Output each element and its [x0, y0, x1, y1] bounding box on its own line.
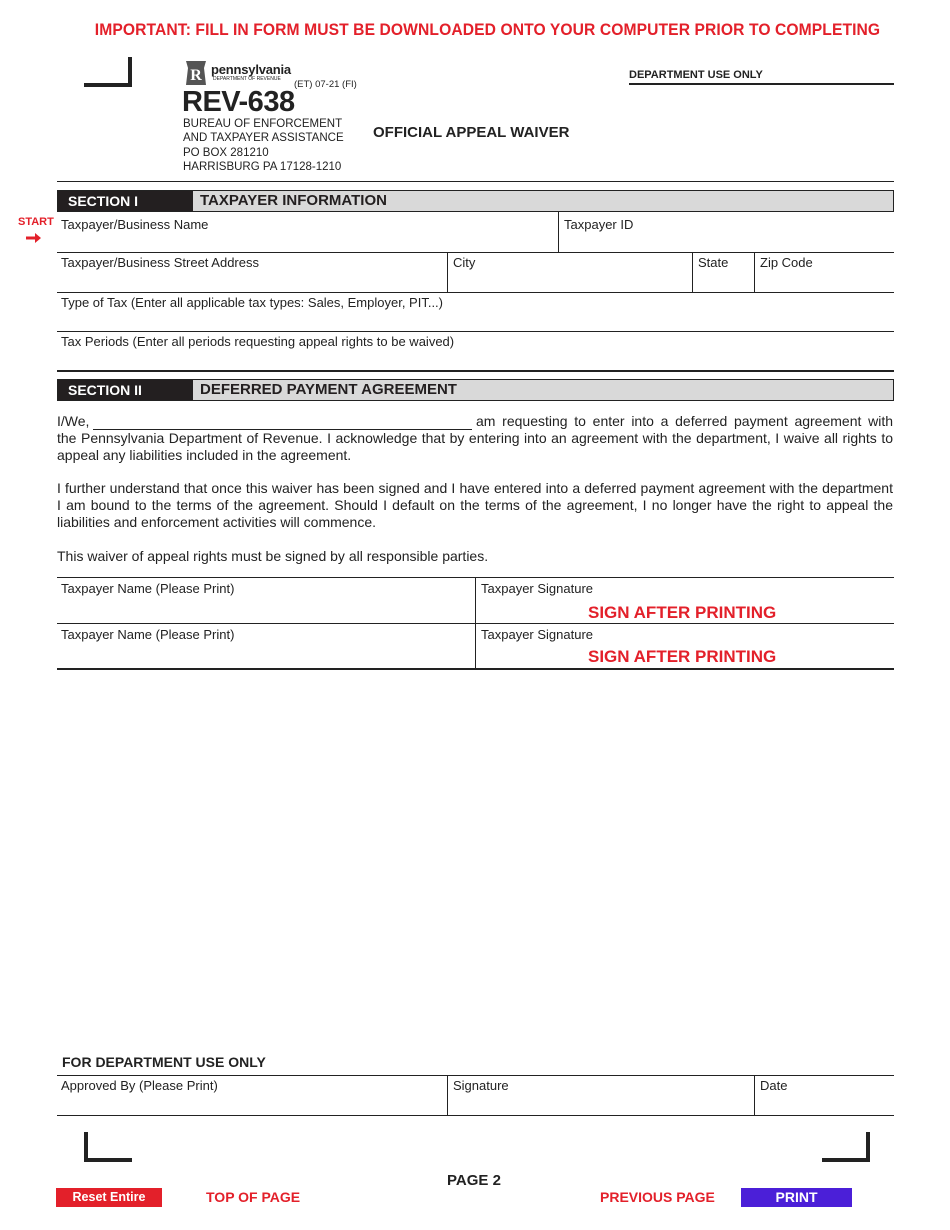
print-button[interactable]: PRINT — [741, 1188, 852, 1207]
paragraph-1-rest: am requesting to enter into a deferred payment agreement with — [476, 413, 893, 429]
street-address-field[interactable]: Taxpayer/Business Street Address — [61, 255, 259, 270]
divider — [57, 252, 894, 253]
taxpayer-names-input[interactable] — [93, 413, 472, 430]
divider — [57, 623, 894, 624]
divider — [754, 252, 755, 292]
crop-mark-bottom-right — [822, 1132, 870, 1162]
divider — [447, 1075, 448, 1115]
department-use-only-label: DEPARTMENT USE ONLY — [629, 69, 763, 81]
top-of-page-button[interactable]: TOP OF PAGE — [206, 1189, 301, 1205]
start-label: START — [18, 216, 54, 228]
approved-by-field[interactable]: Approved By (Please Print) — [61, 1078, 218, 1093]
previous-page-button[interactable]: PREVIOUS PAGE — [600, 1189, 715, 1205]
paragraph-2: I further understand that once this waiver has been signed and I have entered into a deferred payment agreement with the department I am bound to the terms of the agreement. Should I default on the terms of the agreement, I no longer have the right to appeal the liabilities and enforcement activities will commence. — [57, 480, 893, 530]
state-field[interactable]: State — [698, 255, 729, 270]
taxpayer-name-print-field-2[interactable]: Taxpayer Name (Please Print) — [61, 627, 235, 642]
divider — [57, 331, 894, 332]
crop-mark-top-left — [84, 57, 132, 87]
bureau-address: BUREAU OF ENFORCEMENT AND TAXPAYER ASSISTANCE PO BOX 281210 HARRISBURG PA 17128-1210 — [183, 118, 344, 173]
taxpayer-name-print-field-1[interactable]: Taxpayer Name (Please Print) — [61, 581, 235, 596]
signature-table-bottom — [57, 668, 894, 670]
reset-form-button[interactable]: Reset Entire Form — [56, 1188, 162, 1207]
section-1-number: SECTION I — [58, 191, 193, 211]
logo-state: pennsylvania — [211, 62, 291, 77]
section-1-title: TAXPAYER INFORMATION — [200, 192, 387, 209]
form-code: (ET) 07-21 (FI) — [294, 79, 357, 90]
sign-after-printing-note-2: SIGN AFTER PRINTING — [588, 647, 777, 666]
department-use-line — [629, 83, 894, 85]
crop-mark-bottom-left — [84, 1132, 132, 1162]
section-1-header — [57, 190, 894, 212]
taxpayer-id-field[interactable]: Taxpayer ID — [564, 217, 634, 232]
page-number: PAGE 2 — [447, 1172, 501, 1189]
form-number: REV-638 — [182, 86, 295, 118]
section-1-bottom-line — [57, 370, 894, 372]
divider — [57, 1115, 894, 1116]
start-indicator — [18, 216, 54, 228]
divider — [754, 1075, 755, 1115]
section-2-header — [57, 379, 894, 401]
divider — [57, 292, 894, 293]
tax-type-field[interactable]: Type of Tax (Enter all applicable tax types: Sales, Employer, PIT...) — [61, 295, 443, 310]
divider — [692, 252, 693, 292]
zip-code-field[interactable]: Zip Code — [760, 255, 813, 270]
download-notice: IMPORTANT: FILL IN FORM MUST BE DOWNLOADED ONTO YOUR COMPUTER PRIOR TO COMPLETING — [94, 20, 881, 39]
tax-periods-field[interactable]: Tax Periods (Enter all periods requesting appeal rights to be waived) — [61, 334, 455, 349]
taxpayer-name-field[interactable]: Taxpayer/Business Name — [61, 217, 209, 232]
iwe-label: I/We, — [57, 413, 90, 429]
svg-text:R: R — [190, 67, 202, 84]
taxpayer-signature-label-1: Taxpayer Signature — [481, 581, 594, 596]
department-use-heading: FOR DEPARTMENT USE ONLY — [62, 1054, 266, 1070]
arrow-right-icon — [26, 232, 42, 244]
department-signature-field[interactable]: Signature — [453, 1078, 509, 1093]
divider — [57, 1075, 894, 1076]
department-date-field[interactable]: Date — [760, 1078, 788, 1093]
city-field[interactable]: City — [453, 255, 476, 270]
header-divider — [57, 181, 894, 182]
divider — [447, 252, 448, 292]
logo-department: DEPARTMENT OF REVENUE — [213, 76, 281, 82]
paragraph-3: This waiver of appeal rights must be signed by all responsible parties. — [57, 548, 489, 564]
keystone-icon — [184, 60, 208, 86]
form-title: OFFICIAL APPEAL WAIVER — [373, 124, 570, 141]
taxpayer-signature-label-2: Taxpayer Signature — [481, 627, 594, 642]
divider — [558, 212, 559, 252]
paragraph-1-continued: the Pennsylvania Department of Revenue. I acknowledge that by entering into an agreement with the department, I waive all rights to appeal any liabilities included in the agreement. — [57, 430, 893, 463]
section-2-title: DEFERRED PAYMENT AGREEMENT — [200, 381, 457, 398]
sign-after-printing-note-1: SIGN AFTER PRINTING — [588, 603, 777, 622]
section-2-number: SECTION II — [58, 380, 193, 400]
